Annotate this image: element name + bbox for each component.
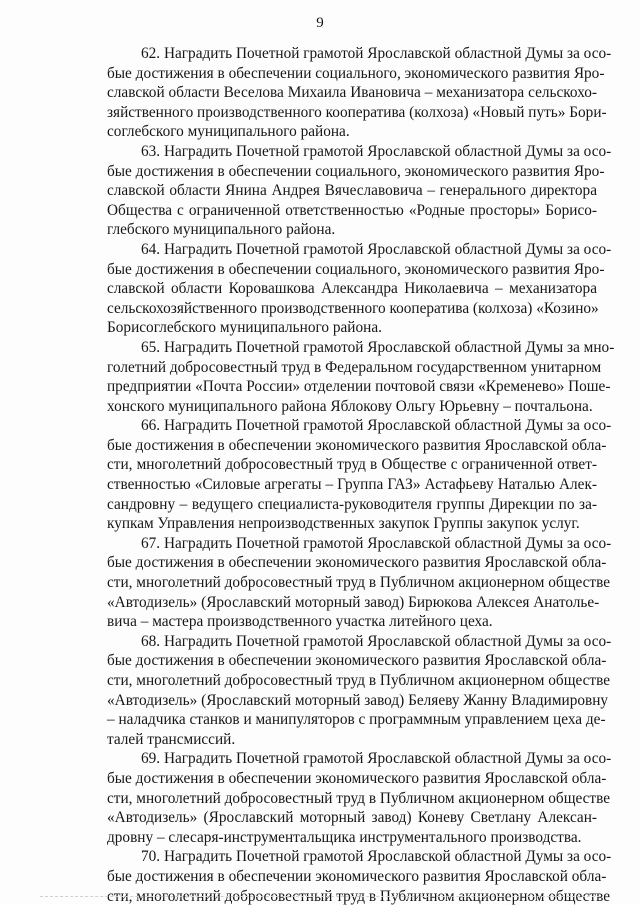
paragraph-line: талей трансмиссий. (107, 730, 236, 748)
paragraph-line: сти, многолетний добросовестный труд в Публичном акционерном обществе (107, 789, 611, 807)
paragraph-line: дровну – слесаря-инструментальщика инструментального производства. (107, 828, 582, 846)
award-paragraph (107, 749, 612, 847)
paragraph-line: «Автодизель» (Ярославский моторный завод) Коневу Светлану Алексан- (107, 809, 597, 827)
paragraph-line: Борисоглебского муниципального района. (107, 319, 382, 337)
paragraph-line: соглебского муниципального района. (107, 123, 350, 141)
paragraph-line: бые достижения в обеспечении экономического развития Ярославской обла- (107, 867, 607, 885)
paragraph-line: 66. Наградить Почетной грамотой Ярославской областной Думы за осо- (141, 417, 612, 435)
paragraph-line: «Автодизель» (Ярославский моторный завод) Беляеву Жанну Владимировну (107, 691, 609, 709)
paragraph-line: купкам Управления непроизводственных закупок Группы закупок услуг. (107, 515, 580, 533)
paragraph-line: 64. Наградить Почетной грамотой Ярославской областной Думы за осо- (141, 240, 612, 258)
paragraph-line: 62. Наградить Почетной грамотой Ярославской областной Думы за осо- (141, 45, 612, 62)
paragraph-line: сти, многолетний добросовестный труд в Публичном акционерном обществе (107, 887, 611, 905)
award-paragraph (107, 142, 612, 240)
paragraph-line: славской области Коровашкова Александра Николаевича – механизатора (107, 280, 597, 298)
paragraph-line: бые достижения в обеспечении экономического развития Ярославской обла- (107, 436, 607, 454)
award-paragraph (107, 632, 612, 750)
paragraph-line: вича – мастера производственного участка литейного цеха. (107, 613, 493, 631)
award-paragraph (107, 338, 615, 416)
page-bottom-edge (40, 896, 600, 898)
paragraph-line: сандровну – ведущего специалиста-руководителя группы Дирекции по за- (107, 495, 597, 513)
paragraph-line: предприятии «Почта России» отделении почтовой связи «Кременево» Поше- (107, 378, 611, 396)
paragraph-line: сти, многолетний добросовестный труд в Публичном акционерном обществе (107, 574, 611, 592)
paragraph-line: 68. Наградить Почетной грамотой Ярославской областной Думы за осо- (141, 632, 612, 650)
paragraph-line: сельскохозяйственного производственного кооператива (колхоза) «Козино» (107, 299, 599, 317)
award-paragraph (107, 534, 612, 632)
page-number: 9 (316, 15, 324, 31)
paragraph-line: славской области Янина Андрея Вячеславовича – генерального директора (107, 182, 597, 200)
paragraph-line: сти, многолетний добросовестный труд в Обществе с ограниченной ответ- (107, 456, 597, 474)
paragraph-line: голетний добросовестный труд в Федеральном государственном унитарном (107, 358, 602, 376)
paragraph-line: – наладчика станков и манипуляторов с программным управлением цеха де- (107, 711, 606, 729)
award-paragraph (107, 240, 612, 338)
paragraph-line: 69. Наградить Почетной грамотой Ярославской областной Думы за осо- (141, 750, 612, 768)
paragraph-line: «Автодизель» (Ярославский моторный завод) Бирюкова Алексея Анатолье- (107, 593, 600, 611)
paragraph-line: 70. Наградить Почетной грамотой Ярославской областной Думы за осо- (141, 848, 612, 866)
paragraph-line: 63. Наградить Почетной грамотой Ярославской областной Думы за осо- (141, 142, 612, 160)
paragraph-line: бые достижения в обеспечении экономического развития Ярославской обла- (107, 769, 607, 787)
paragraph-line: бые достижения в обеспечении социального, экономического развития Яро- (107, 162, 605, 180)
paragraph-line: бые достижения в обеспечении социального, экономического развития Яро- (107, 260, 605, 278)
paragraph-line: бые достижения в обеспечении экономического развития Ярославской обла- (107, 554, 607, 572)
paragraph-line: славской области Веселова Михаила Ивановича – механизатора сельскохо- (107, 84, 597, 102)
paragraph-line: 65. Наградить Почетной грамотой Ярославской областной Думы за мно- (141, 338, 615, 356)
paragraph-line: бые достижения в обеспечении социального, экономического развития Яро- (107, 64, 605, 82)
paragraph-line: хонского муниципального района Яблокову Ольгу Юрьевну – почтальона. (107, 397, 593, 415)
paragraph-line: бые достижения в обеспечении экономического развития Ярославской обла- (107, 652, 607, 670)
document-body (107, 44, 615, 906)
award-paragraph (107, 44, 612, 142)
paragraph-line: глебского муниципального района. (107, 221, 336, 239)
paragraph-line: ственностью «Силовые агрегаты – Группа ГАЗ» Астафьеву Наталью Алек- (107, 476, 597, 494)
paragraph-line: Общества с ограниченной ответственностью «Родные просторы» Борисо- (107, 201, 597, 219)
award-paragraph (107, 416, 612, 534)
paragraph-line: зяйственного производственного кооператива (колхоза) «Новый путь» Бори- (107, 103, 607, 121)
paragraph-line: сти, многолетний добросовестный труд в Публичном акционерном обществе (107, 672, 611, 689)
paragraph-line: 67. Наградить Почетной грамотой Ярославской областной Думы за осо- (141, 534, 612, 552)
